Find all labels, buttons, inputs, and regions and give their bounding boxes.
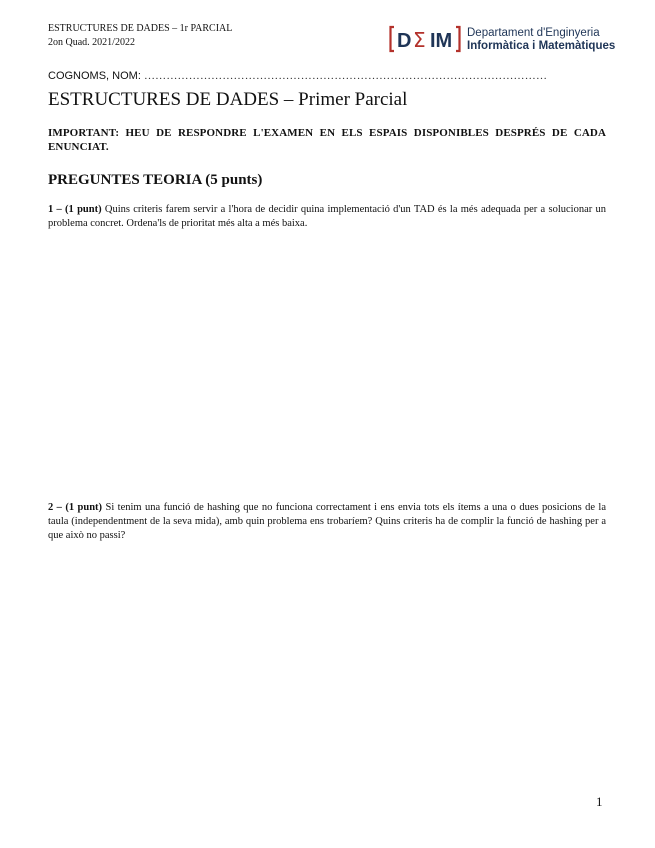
department-name	[467, 27, 615, 53]
name-field-label: COGNOMS, NOM:	[48, 70, 141, 82]
page-header	[48, 22, 232, 50]
term-line: 2on Quad. 2021/2022	[48, 37, 135, 48]
department-line-2: Informàtica i Matemàtiques	[467, 40, 616, 52]
page-number: 1	[596, 794, 603, 809]
question-2-number: 2 – (1 punt)	[48, 502, 103, 513]
question-1	[48, 203, 606, 231]
question-1-number: 1 – (1 punt)	[48, 204, 102, 215]
question-1-text: Quins criteris farem servir a l'hora de decidir quina implementació d'un TAD és la més adequada per a solucionar un problema concret. Ordena'ls de prioritat més alta a més baixa.	[48, 204, 607, 229]
question-2	[48, 501, 606, 543]
deim-logo	[389, 24, 616, 54]
important-notice: IMPORTANT: HEU DE RESPONDRE L'EXAMEN EN ELS ESPAIS DISPONIBLES DESPRÉS DE CADA ENUNCIAT.	[48, 127, 606, 153]
course-line: ESTRUCTURES DE DADES – 1r PARCIAL	[48, 23, 233, 34]
exam-title: ESTRUCTURES DE DADES – Primer Parcial	[48, 89, 408, 110]
section-title: PREGUNTES TEORIA (5 punts)	[48, 172, 263, 188]
deim-logo-mark	[389, 24, 461, 54]
svg-text:IM: IM	[430, 30, 453, 52]
svg-text:D: D	[397, 30, 412, 52]
department-line-1: Departament d'Enginyeria	[467, 27, 600, 39]
name-field[interactable]	[48, 70, 547, 82]
name-field-dots: ………………………………………………………………………………………………	[143, 70, 548, 82]
svg-text:Σ: Σ	[413, 28, 426, 52]
question-2-text: Si tenim una funció de hashing que no funciona correctament i ens envia tots els ítems a una o dues posicions de la taula (independentment de la seva mida), amb quin problema ens trobaríem? Quins criteris ha de complir la funció de hashing per a que això no passi?	[48, 502, 606, 541]
